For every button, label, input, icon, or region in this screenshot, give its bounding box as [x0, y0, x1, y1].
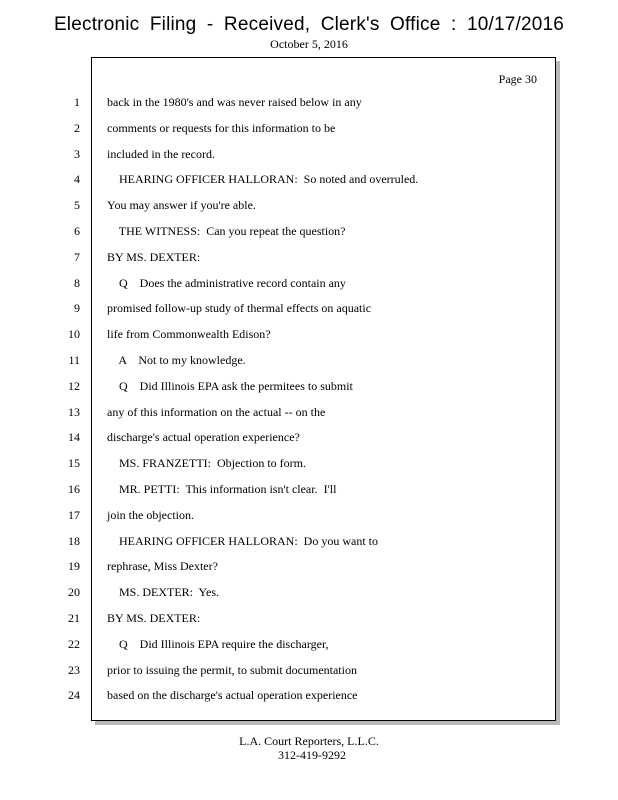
transcript-line: Q Does the administrative record contain any	[107, 276, 346, 290]
line-number: 2	[74, 121, 80, 135]
line-number: 8	[74, 276, 80, 290]
line-number: 5	[74, 198, 80, 212]
transcript-line: discharge's actual operation experience?	[107, 430, 300, 444]
line-number: 20	[68, 585, 80, 599]
line-number: 1	[74, 95, 80, 109]
transcript-line: MS. FRANZETTI: Objection to form.	[107, 456, 306, 470]
transcript-line: included in the record.	[107, 147, 215, 161]
line-number: 16	[68, 482, 80, 496]
reporter-phone: 312-419-9292	[278, 748, 346, 762]
line-number: 21	[68, 611, 80, 625]
line-number: 13	[68, 405, 80, 419]
filing-stamp: Electronic Filing - Received, Clerk's Office : 10/17/2016	[53, 14, 565, 35]
transcript-line: Q Did Illinois EPA require the discharger,	[107, 637, 329, 651]
line-number: 6	[74, 224, 80, 238]
transcript-line: prior to issuing the permit, to submit documentation	[107, 663, 357, 677]
transcript-line: MR. PETTI: This information isn't clear. I'll	[107, 482, 337, 496]
transcript-line: You may answer if you're able.	[107, 198, 256, 212]
hearing-date: October 5, 2016	[270, 37, 348, 51]
line-number: 3	[74, 147, 80, 161]
line-number: 15	[68, 456, 80, 470]
transcript-line: Q Did Illinois EPA ask the permitees to submit	[107, 379, 353, 393]
line-number: 24	[68, 688, 80, 702]
transcript-line: any of this information on the actual -- on the	[107, 405, 326, 419]
line-number: 19	[68, 559, 80, 573]
line-number: 10	[68, 327, 80, 341]
line-number: 11	[68, 353, 80, 367]
line-number: 7	[74, 250, 80, 264]
transcript-line: rephrase, Miss Dexter?	[107, 559, 218, 573]
transcript-line: HEARING OFFICER HALLORAN: Do you want to	[107, 534, 378, 548]
line-number: 4	[74, 172, 80, 186]
transcript-line: A Not to my knowledge.	[107, 353, 246, 367]
transcript-line: based on the discharge's actual operation experience	[107, 688, 358, 702]
transcript-line: MS. DEXTER: Yes.	[107, 585, 220, 599]
transcript-line: comments or requests for this information to be	[107, 121, 336, 135]
transcript-line: HEARING OFFICER HALLORAN: So noted and overruled.	[107, 172, 419, 186]
transcript-line: THE WITNESS: Can you repeat the question?	[107, 224, 346, 238]
transcript-line: back in the 1980's and was never raised below in any	[107, 95, 362, 109]
line-number: 18	[68, 534, 80, 548]
line-number: 23	[68, 663, 80, 677]
transcript-line: BY MS. DEXTER:	[107, 250, 201, 264]
line-number: 14	[68, 430, 80, 444]
line-number: 9	[74, 301, 80, 315]
transcript-line: join the objection.	[107, 508, 194, 522]
transcript-line: BY MS. DEXTER:	[107, 611, 201, 625]
line-number: 12	[68, 379, 80, 393]
page-number: Page 30	[498, 72, 537, 86]
line-number: 17	[68, 508, 80, 522]
transcript-line: promised follow-up study of thermal effects on aquatic	[107, 301, 372, 315]
reporter-company: L.A. Court Reporters, L.L.C.	[239, 734, 379, 748]
line-number: 22	[68, 637, 80, 651]
transcript-line: life from Commonwealth Edison?	[107, 327, 271, 341]
